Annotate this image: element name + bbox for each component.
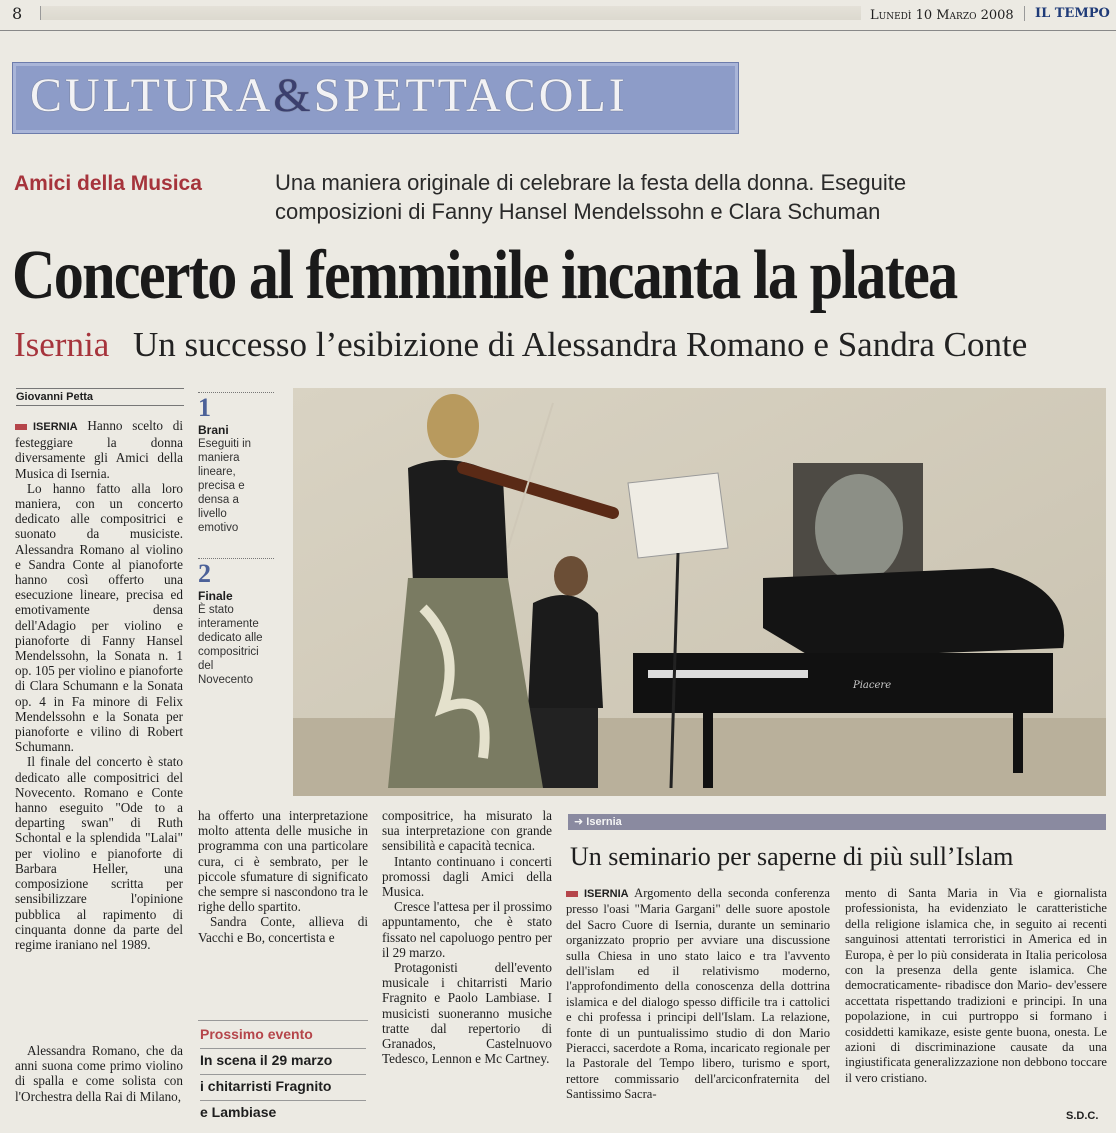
article-paragraph: ha offerto una interpretazione molto attenta delle musiche in programma con una particolare cura, ci è sembrato, per le piccole sfumature di significato che sempre si nascondono tra le righe dello spartito. <box>198 808 368 915</box>
concert-photo <box>293 388 1106 796</box>
page-number: 8 <box>12 4 23 23</box>
event-box-rule <box>198 1020 368 1021</box>
seminar-dateline: ISERNIA <box>584 888 629 900</box>
piano-body <box>633 653 1053 713</box>
music-sheet <box>628 473 728 558</box>
fact-text: È stato interamente dedicato alle compositrici del Novecento <box>198 604 263 686</box>
dateline-marker <box>566 891 578 897</box>
piano-brand: Piacere <box>853 680 892 691</box>
seminar-paragraph: Argomento della seconda conferenza presso l'oasi "Maria Gargani" delle suore apostole del Sacro Cuore di Isernia, durante un seminario organizzato proprio per avviare una discussione sulla Chiesa in uno stato laico e tra l'avvento dell'islam ed il relativismo moderno, l'approfondimento della conoscenza della dottrina islamica e del dialogo spesso difficile tra i cattolici e chi professa i principi dell'Islam. La relazione, fonte di un puntualissimo studio di don Mario Pieracci, sacerdote a Roma, incaricato regionale per la Pastorale del Tempo libero, turismo e sport, rettore commissario dell'arciconfraternita del Santissimo Sacra- <box>566 886 830 1102</box>
pianist-body <box>528 595 603 708</box>
article-paragraph: Cresce l'attesa per il prossimo appuntamento, che è stato fissato nel capoluogo pentro per il 29 marzo. <box>382 899 552 960</box>
section-title-part2: SPETTACOLI <box>313 69 628 122</box>
seminar-signature: S.D.C. <box>1066 1110 1099 1122</box>
seminar-column-1 <box>566 886 830 1103</box>
seminar-tag-label: Isernia <box>586 816 622 828</box>
fact-box-2 <box>198 558 274 687</box>
article-column-3 <box>382 808 552 1066</box>
article-paragraph: Intanto continuano i concerti promossi dagli Amici della Musica. <box>382 853 552 900</box>
pianist-head <box>554 556 588 596</box>
section-title-ampersand: & <box>273 69 314 122</box>
piano-lid <box>763 568 1064 658</box>
article-deck: Un successo l’esibizione di Alessandra Romano e Sandra Conte <box>133 325 1028 364</box>
event-line: i chitarristi Fragnito <box>200 1074 366 1094</box>
fact-number: 2 <box>198 559 211 588</box>
article-kicker: Amici della Musica <box>14 172 202 195</box>
seminar-section-tag <box>574 815 622 828</box>
article-paragraph: Il finale del concerto è stato dedicato alle compositrici del Novecento. Romano e Conte hanno eseguito "Ode to a departing swan" di Ruth Schontal e la splendida "Lalai" per violino e pianoforte di Barbara Heller, una composizione scritta per sensibilizzare l'opinione pubblica al rapimento di cinquanta donne da parte del regime iraniano nel 1989. <box>15 754 183 952</box>
header-rule <box>40 6 861 20</box>
article-paragraph: Sandra Conte, allieva di Vacchi e Bo, concertista e <box>198 914 368 945</box>
article-paragraph: Lo hanno fatto alla loro maniera, con un concerto dedicato alle compositrici e suonato da musiciste. Alessandra Romano al violino e Sandra Conte al pianoforte hanno così offerto una esecuzione lineare, precisa ed emotivamente densa dell'Adagio per violino e pianoforte di Fanny Hansel Mendelssohn, la Sonata n. 1 op. 105 per violino e pianoforte di Clara Schumann e la Sonata op. 4 in Fa minore di Felix Mendelssohn e la Sonata per pianoforte e vilino di Robert Schumann. <box>15 480 183 755</box>
painting-portrait <box>815 474 903 582</box>
article-column-1 <box>15 418 183 952</box>
issue-date: Lunedì 10 Marzo 2008 <box>870 8 1014 23</box>
concert-photo-illustration <box>293 388 1106 796</box>
article-paragraph: Hanno scelto di festeggiare la donna diversamente gli Amici della Musica di Isernia. <box>15 418 183 481</box>
event-line: In scena il 29 marzo <box>200 1048 366 1068</box>
seminar-section-bar <box>568 814 1106 830</box>
article-column-1-end <box>15 1043 183 1104</box>
section-title <box>30 68 628 123</box>
article-subhead: Una maniera originale di celebrare la festa della donna. Eseguite composizioni di Fanny Hansel Mendelssohn e Clara Schuman <box>275 170 907 224</box>
article-paragraph: Protagonisti dell'evento musicale i chitarristi Mario Fragnito e Paolo Lambiase. I musicisti suoneranno musiche tratte dal repertorio di Granados, Castelnuovo Tedesco, Lennon e Mc Cartney. <box>382 960 552 1067</box>
article-byline: Giovanni Petta <box>16 388 184 406</box>
article-paragraph: Alessandra Romano, che da anni suona come primo violino di spalla e come solista con l'Orchestra della Rai di Milano, <box>15 1043 183 1104</box>
event-line: e Lambiase <box>200 1100 366 1120</box>
violinist-hair <box>427 394 479 458</box>
fact-title: Brani <box>198 423 229 437</box>
piano-leg <box>703 713 713 788</box>
fact-title: Finale <box>198 589 233 603</box>
article-headline: Concerto al femminile incanta la platea <box>12 237 957 314</box>
section-title-part1: CULTURA <box>30 69 274 122</box>
piano-keys <box>648 670 808 678</box>
article-place: Isernia <box>14 325 110 364</box>
piano-leg <box>1013 713 1023 773</box>
arrow-icon: ➜ <box>574 816 587 828</box>
dateline-marker <box>15 424 27 430</box>
seminar-headline: Un seminario per saperne di più sull’Islam <box>570 842 1014 871</box>
article-column-2 <box>198 808 368 945</box>
article-paragraph: compositrice, ha misurato la sua interpretazione con grande sensibilità e capacità tecnica. <box>382 808 552 854</box>
fact-box-1 <box>198 392 274 535</box>
newspaper-masthead: IL TEMPO <box>1024 6 1110 21</box>
seminar-paragraph: mento di Santa Maria in Via e giornalista professionista, ha evidenziato le caratteristiche della religione islamica che, in seguito ai recenti sanguinosi attentati terroristici in America ed in Europa, è per lo più considerata in Italia pericolosa con la presenza della gente islamica. Che democraticamente- ribadisce don Mario- dev'essere accettata rispettando tradizioni e principi. In una popolazione, in cui purtroppo si formano i cosiddetti kamikaze, esiste gente buona, onesta. Le azioni di discriminazione causate da una ingiustificata generalizzazione non debbono toccare il vero cristiano. <box>845 886 1107 1085</box>
seminar-column-2 <box>845 886 1107 1086</box>
fact-number: 1 <box>198 393 211 422</box>
event-box-label: Prossimo evento <box>200 1026 313 1042</box>
fact-text: Eseguiti in maniera lineare, precisa e densa a livello emotivo <box>198 438 252 534</box>
article-dateline: ISERNIA <box>33 421 78 433</box>
